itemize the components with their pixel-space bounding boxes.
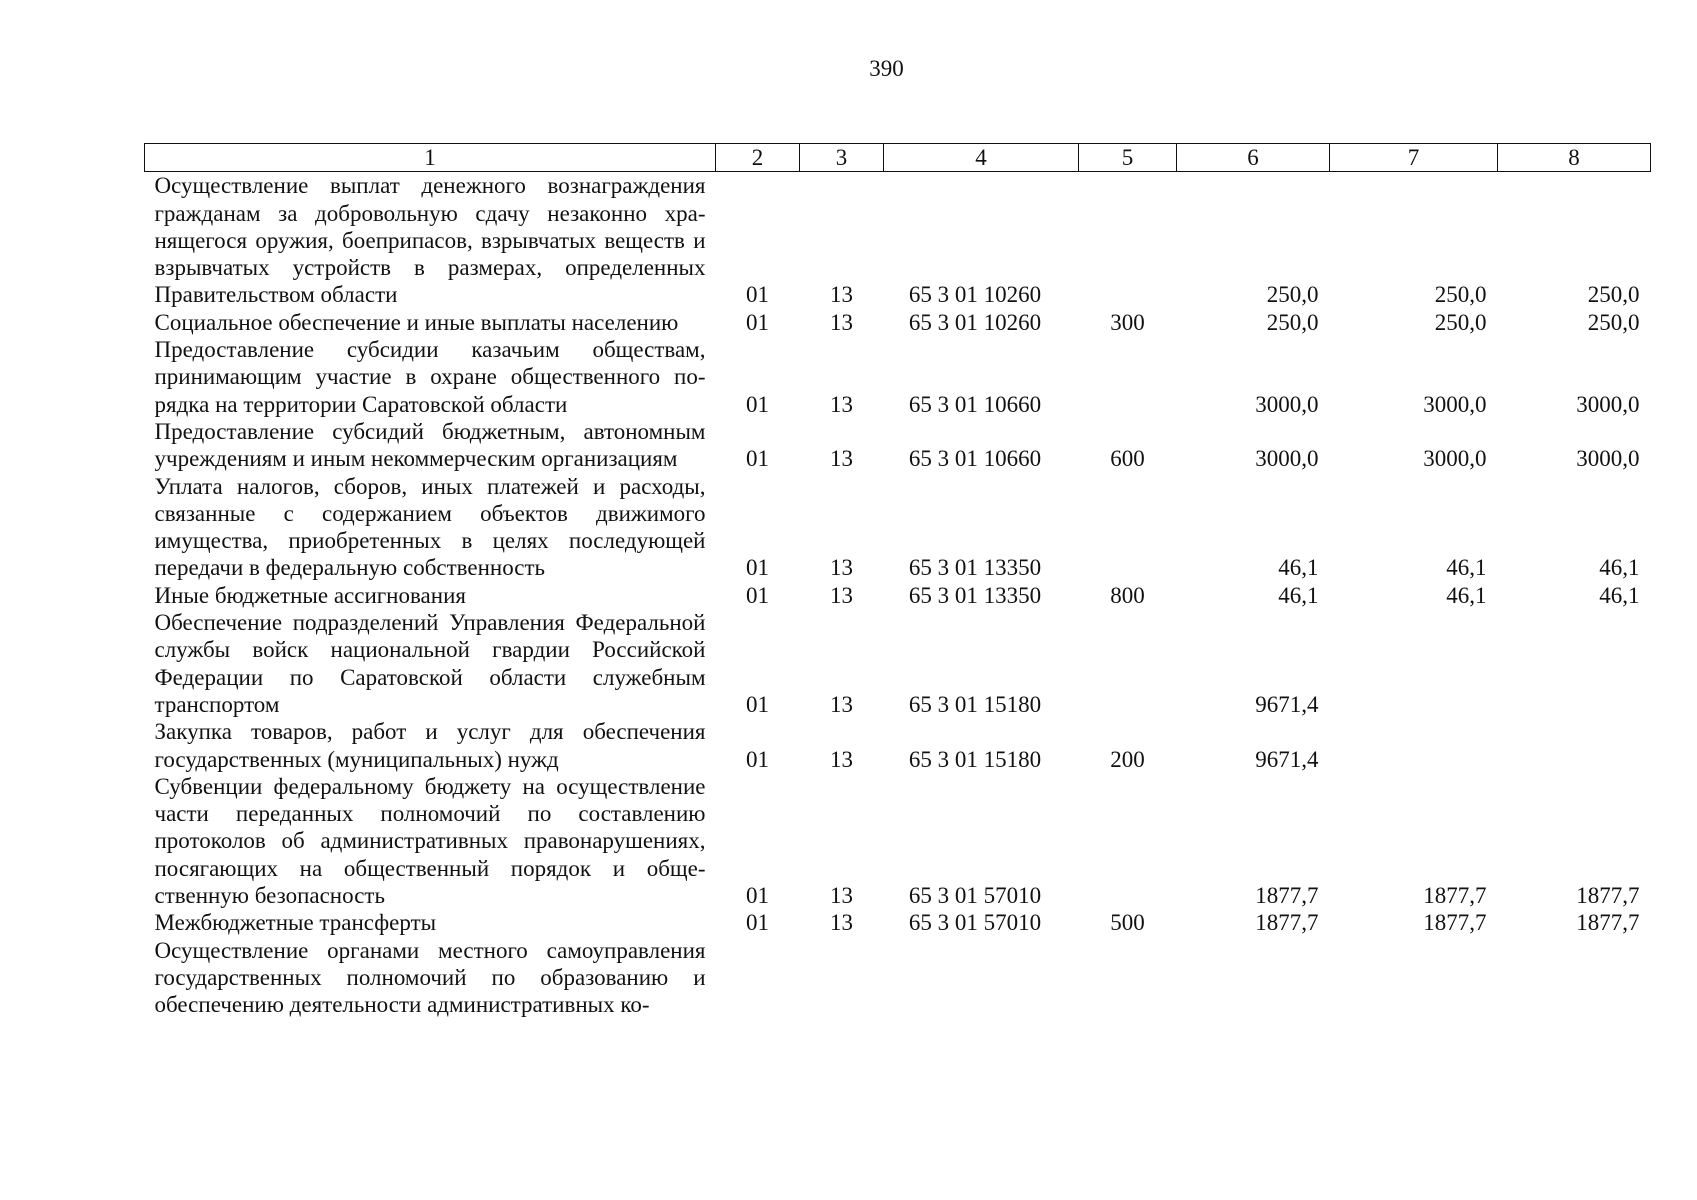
row-section: 01 [746, 582, 769, 608]
row-amount-col6: 46,1 [1278, 582, 1319, 608]
row-name: Уплата налогов, сборов, иных платежей и расходы, связанные с содержанием объектов движимого имущества, приобретенных в целях последующей передачи в федеральную собственность [154, 473, 706, 581]
row-amount-col6: 3000,0 [1255, 391, 1319, 417]
row-section: 01 [746, 309, 769, 335]
row-section: 01 [746, 391, 769, 417]
row-expense-type [1079, 609, 1177, 718]
row-section: 01 [746, 910, 769, 936]
row-amount-col6: 250,0 [1266, 282, 1319, 308]
row-subsection: 13 [830, 446, 853, 472]
row-expense-type: 500 [1110, 910, 1145, 936]
table-row [145, 473, 1651, 582]
row-expense-type [1079, 172, 1177, 309]
table-row [145, 909, 1651, 936]
table-row [145, 172, 1651, 309]
row-name: Осуществление органами местного самоуправления государственных полномочий по образованию и обеспечению деятельности административных ко- [154, 937, 706, 1018]
row-amount-col8: 250,0 [1587, 282, 1640, 308]
row-target-code: 65 3 01 57010 [908, 910, 1042, 936]
header-col-3: 3 [800, 144, 884, 172]
row-amount-col6: 1877,7 [1255, 910, 1319, 936]
row-amount-col8 [1498, 937, 1651, 1019]
row-expense-type: 300 [1110, 309, 1145, 335]
row-target-code: 65 3 01 10260 [908, 309, 1042, 335]
row-amount-col6: 3000,0 [1255, 446, 1319, 472]
row-amount-col6: 1877,7 [1255, 883, 1319, 909]
row-amount-col8: 46,1 [1599, 582, 1640, 608]
table-row [145, 609, 1651, 718]
row-subsection: 13 [830, 282, 853, 308]
table-row [145, 336, 1651, 418]
column-number-header [145, 144, 1651, 172]
row-section: 01 [746, 282, 769, 308]
row-subsection [800, 937, 884, 1019]
table-row [145, 718, 1651, 773]
row-expense-type [1079, 937, 1177, 1019]
row-name: Обеспечение подразделений Управления Федеральной службы войск национальной гвардии Российской Федерации по Саратовской области служебным транспортом [154, 610, 706, 717]
row-name: Предоставление субсидии казачьим обществам, принимающим участие в охране общественного порядка на территории Саратовской области [154, 337, 706, 417]
row-expense-type: 600 [1110, 446, 1145, 472]
row-expense-type [1079, 336, 1177, 418]
row-expense-type [1079, 473, 1177, 582]
row-section: 01 [746, 691, 769, 717]
row-amount-col7 [1330, 718, 1498, 773]
row-amount-col8: 1877,7 [1576, 883, 1640, 909]
row-subsection: 13 [830, 910, 853, 936]
row-subsection: 13 [830, 555, 853, 581]
row-target-code: 65 3 01 57010 [908, 883, 1042, 909]
row-subsection: 13 [830, 391, 853, 417]
row-amount-col8: 3000,0 [1576, 391, 1640, 417]
row-section: 01 [746, 446, 769, 472]
table-row [145, 937, 1651, 1019]
row-amount-col8: 3000,0 [1576, 446, 1640, 472]
page-number: 390 [869, 56, 904, 81]
row-amount-col8: 1877,7 [1576, 910, 1640, 936]
row-subsection: 13 [830, 746, 853, 772]
row-expense-type: 200 [1110, 746, 1145, 772]
row-expense-type: 800 [1110, 582, 1145, 608]
row-expense-type [1079, 773, 1177, 909]
row-target-code: 65 3 01 13350 [908, 555, 1042, 581]
header-col-6: 6 [1177, 144, 1330, 172]
row-amount-col7: 250,0 [1434, 309, 1487, 335]
row-target-code: 65 3 01 10260 [908, 282, 1042, 308]
row-amount-col6: 9671,4 [1255, 746, 1319, 772]
header-col-5: 5 [1079, 144, 1177, 172]
row-subsection: 13 [830, 582, 853, 608]
row-name: Предоставление субсидий бюджетным, автономным учреждениям и иным некоммерческим организациям [154, 418, 706, 472]
row-amount-col6: 9671,4 [1255, 691, 1319, 717]
row-target-code: 65 3 01 10660 [908, 446, 1042, 472]
row-amount-col6 [1177, 937, 1330, 1019]
row-name: Закупка товаров, работ и услуг для обеспечения государственных (муниципальных) нужд [154, 719, 706, 772]
header-col-1: 1 [145, 144, 716, 172]
row-amount-col7 [1330, 609, 1498, 718]
row-section: 01 [746, 746, 769, 772]
row-amount-col7: 3000,0 [1423, 391, 1487, 417]
row-amount-col6: 46,1 [1278, 555, 1319, 581]
row-subsection: 13 [830, 309, 853, 335]
row-name: Межбюджетные трансферты [154, 910, 437, 936]
row-subsection: 13 [830, 883, 853, 909]
row-name: Социальное обеспечение и иные выплаты населению [154, 309, 679, 335]
table-row [145, 309, 1651, 336]
row-amount-col8 [1498, 609, 1651, 718]
row-name: Субвенции федеральному бюджету на осуществление части переданных полномочий по составлению протоколов об административных правонарушениях, посягающих на общественный порядок и общественную безопасность [154, 773, 706, 909]
row-section: 01 [746, 555, 769, 581]
row-amount-col7: 46,1 [1446, 555, 1487, 581]
row-subsection: 13 [830, 691, 853, 717]
row-amount-col7: 1877,7 [1423, 910, 1487, 936]
row-target-code: 65 3 01 13350 [908, 582, 1042, 608]
row-target-code: 65 3 01 10660 [908, 391, 1042, 417]
row-amount-col8: 46,1 [1599, 555, 1640, 581]
row-amount-col7: 1877,7 [1423, 883, 1487, 909]
row-section: 01 [746, 883, 769, 909]
header-col-8: 8 [1498, 144, 1651, 172]
table-row [145, 773, 1651, 909]
row-amount-col8 [1498, 718, 1651, 773]
row-amount-col6: 250,0 [1266, 309, 1319, 335]
row-amount-col8: 250,0 [1587, 309, 1640, 335]
header-col-7: 7 [1330, 144, 1498, 172]
row-section [716, 937, 800, 1019]
row-amount-col7: 3000,0 [1423, 446, 1487, 472]
row-target-code: 65 3 01 15180 [908, 691, 1042, 717]
table-row [145, 418, 1651, 473]
row-name: Осуществление выплат денежного вознаграждения гражданам за добровольную сдачу незаконно хранящегося оружия, боеприпасов, взрывчатых веществ и взрывчатых устройств в размерах, определенных Правительством области [154, 173, 706, 308]
row-target-code: 65 3 01 15180 [908, 746, 1042, 772]
header-col-2: 2 [716, 144, 800, 172]
row-amount-col7: 46,1 [1446, 582, 1487, 608]
table-row [145, 582, 1651, 609]
row-name: Иные бюджетные ассигнования [154, 582, 466, 608]
header-col-4: 4 [884, 144, 1079, 172]
row-amount-col7: 250,0 [1434, 282, 1487, 308]
row-amount-col7 [1330, 937, 1498, 1019]
row-target-code [884, 937, 1079, 1019]
budget-table [144, 143, 1651, 1019]
